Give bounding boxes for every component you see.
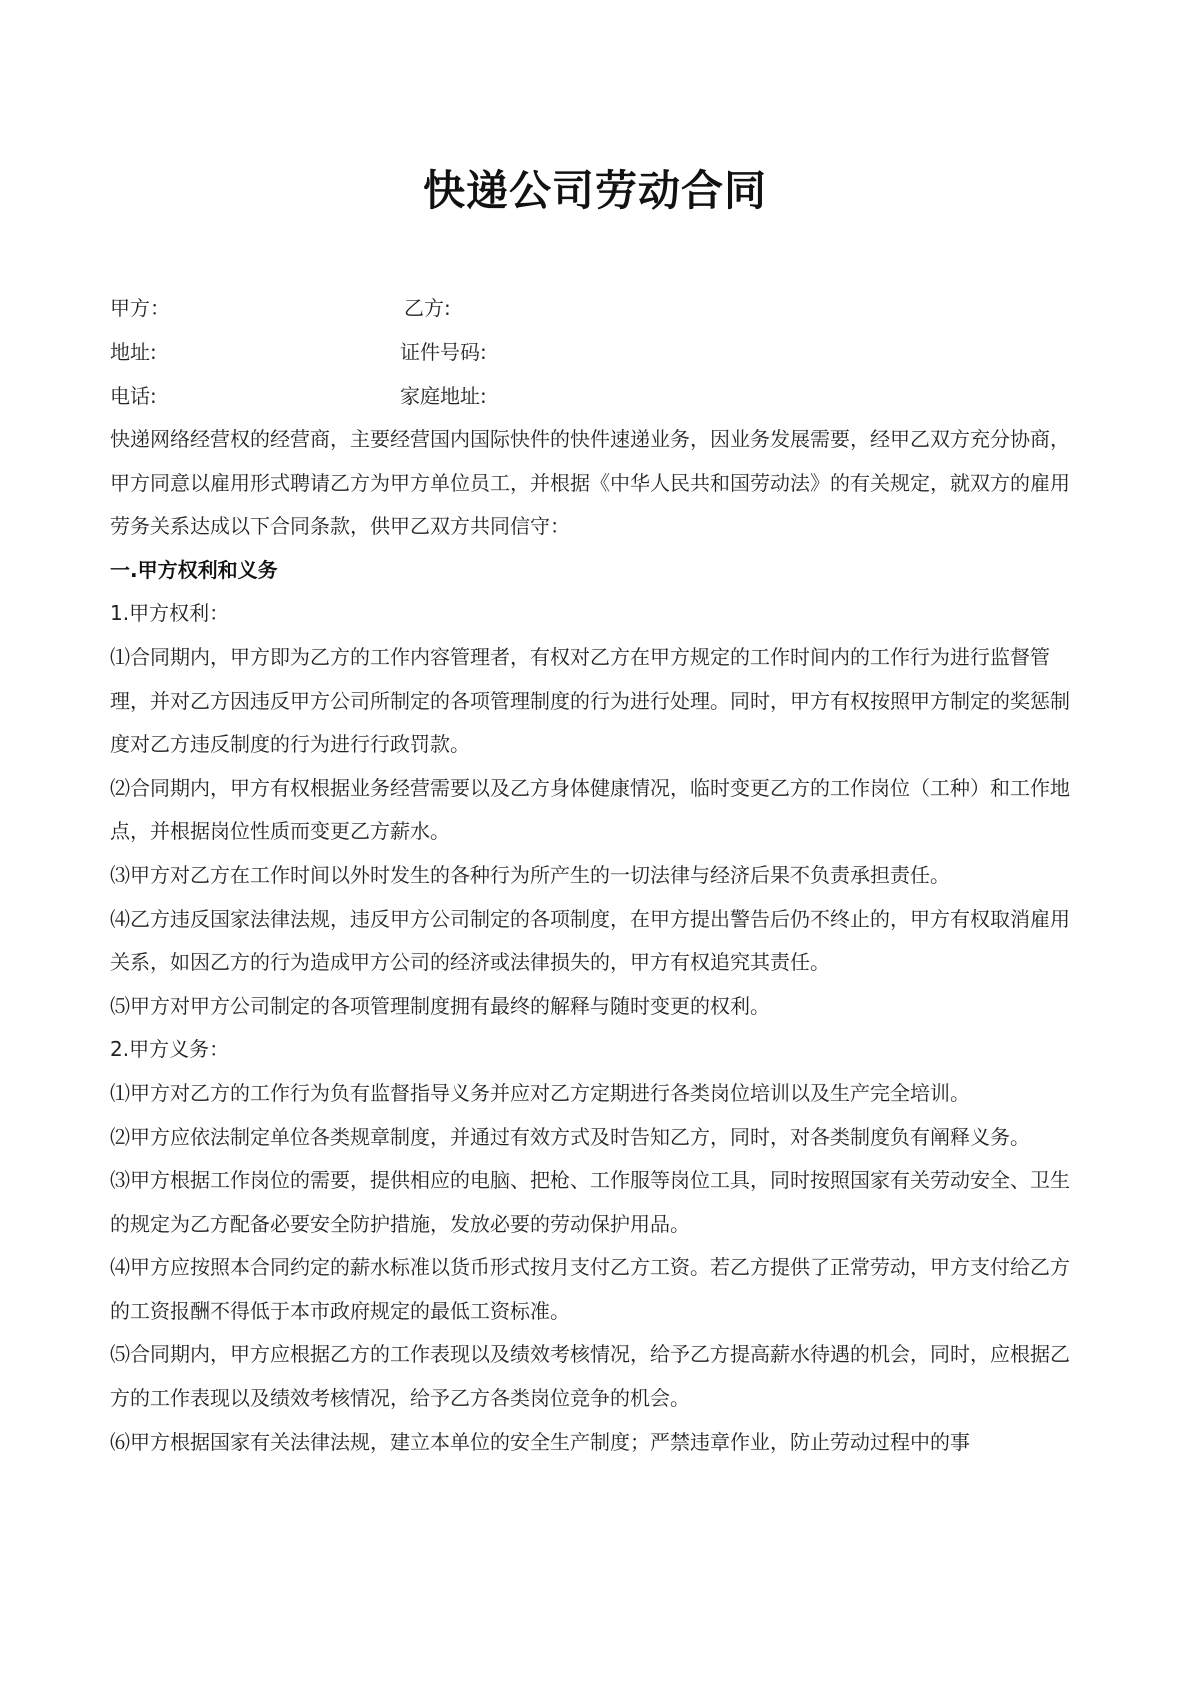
clause-paragraph: ⑷甲方应按照本合同约定的薪水标准以货币形式按月支付乙方工资。若乙方提供了正常劳动，甲方支付给乙方的工资报酬不得低于本市政府规定的最低工资标准。 (110, 1255, 1070, 1323)
home-address-label: 家庭地址: (400, 384, 487, 408)
party-row (110, 286, 1090, 330)
duties-heading: 2.甲方义务： (110, 1037, 230, 1062)
clause-paragraph: ⑶甲方对乙方在工作时间以外时发生的各种行为所产生的一切法律与经济后果不负责承担责任。 (110, 862, 950, 887)
clause-paragraph: ⑵甲方应依法制定单位各类规章制度，并通过有效方式及时告知乙方，同时，对各类制度负有阐释义务。 (110, 1124, 1030, 1149)
party-row (110, 330, 1090, 374)
section-heading: 一.甲方权利和义务 (110, 557, 278, 582)
clause-paragraph: ⑸合同期内，甲方应根据乙方的工作表现以及绩效考核情况，给予乙方提高薪水待遇的机会，同时，应根据乙方的工作表现以及绩效考核情况，给予乙方各类岗位竞争的机会。 (110, 1342, 1070, 1411)
party-a-label: 甲方： (110, 296, 170, 320)
clause-paragraph: ⑵合同期内，甲方有权根据业务经营需要以及乙方身体健康情况，临时变更乙方的工作岗位（工种）和工作地点，并根据岗位性质而变更乙方薪水。 (110, 775, 1070, 844)
party-b-label: 乙方: (404, 296, 451, 320)
clause-paragraph: ⑴甲方对乙方的工作行为负有监督指导义务并应对乙方定期进行各类岗位培训以及生产完全培训。 (110, 1080, 970, 1105)
phone-label: 电话: (110, 384, 157, 408)
party-row (110, 374, 1090, 418)
clause-paragraph: ⑸甲方对甲方公司制定的各项管理制度拥有最终的解释与随时变更的权利。 (110, 993, 770, 1018)
document-title: 快递公司劳动合同 (422, 166, 767, 215)
rights-heading: 1.甲方权利： (110, 601, 230, 626)
clause-paragraph: ⑷乙方违反国家法律法规，违反甲方公司制定的各项制度，在甲方提出警告后仍不终止的，甲方有权取消雇用关系，如因乙方的行为造成甲方公司的经济或法律损失的，甲方有权追究其责任。 (110, 906, 1070, 975)
clause-paragraph: ⑹甲方根据国家有关法律法规，建立本单位的安全生产制度；严禁违章作业，防止劳动过程中的事 (110, 1429, 970, 1454)
contract-body (110, 418, 1085, 1464)
clause-paragraph: ⑶甲方根据工作岗位的需要，提供相应的电脑、把枪、工作服等岗位工具，同时按照国家有关劳动安全、卫生的规定为乙方配备必要安全防护措施，发放必要的劳动保护用品。 (110, 1168, 1070, 1236)
id-number-label: 证件号码: (400, 340, 487, 364)
clause-paragraph: ⑴合同期内，甲方即为乙方的工作内容管理者，有权对乙方在甲方规定的工作时间内的工作行为进行监督管理，并对乙方因违反甲方公司所制定的各项管理制度的行为进行处理。同时，甲方有权按照甲方制定的奖惩制度对乙方违反制度的行为进行行政罚款。 (110, 644, 1070, 757)
party-info (110, 286, 1090, 418)
intro-paragraph: 快递网络经营权的经营商，主要经营国内国际快件的快件速递业务，因业务发展需要，经甲乙双方充分协商，甲方同意以雇用形式聘请乙方为甲方单位员工，并根据《中华人民共和国劳动法》的有关规定，就双方的雇用劳务关系达成以下合同条款，供甲乙双方共同信守： (110, 427, 1070, 539)
address-label: 地址: (110, 340, 157, 364)
